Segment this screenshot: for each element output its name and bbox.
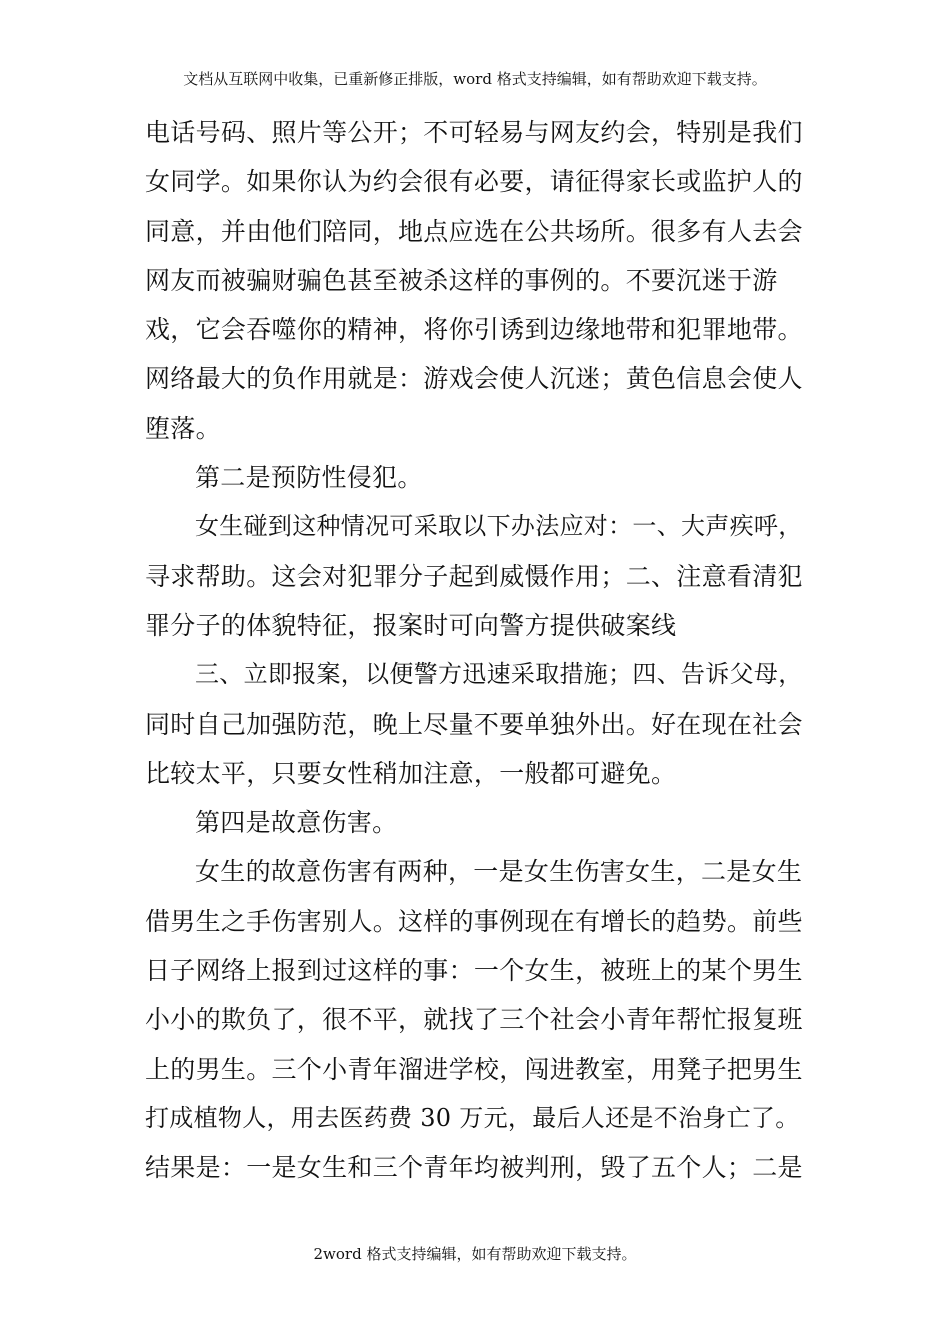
text-line: 三、立即报案，以便警方迅速采取措施；四、告诉父母， — [195, 660, 803, 689]
text-line: 打成植物人，用去医药费 30 万元，最后人还是不治身亡了。 — [145, 1103, 800, 1132]
text-line: 网络最大的负作用就是：游戏会使人沉迷；黄色信息会使人 — [145, 364, 803, 394]
text-line: 比较太平，只要女性稍加注意，一般都可避免。 — [145, 758, 677, 788]
text-line: 借男生之手伤害别人。这样的事例现在有增长的趋势。前些 — [145, 906, 803, 936]
text-line: 女生碰到这种情况可采取以下办法应对：一、大声疾呼， — [195, 512, 803, 541]
text-line: 堕落。 — [145, 413, 221, 443]
text-line: 女同学。如果你认为约会很有必要，请征得家长或监护人的 — [145, 167, 803, 197]
text-line: 小小的欺负了，很不平，就找了三个社会小青年帮忙报复班 — [145, 1005, 803, 1035]
text-line: 女生的故意伤害有两种，一是女生伤害女生，二是女生 — [195, 857, 803, 887]
text-line: 结果是：一是女生和三个青年均被判刑，毁了五个人；二是 — [145, 1153, 803, 1183]
text-line: 罪分子的体貌特征，报案时可向警方提供破案线 — [145, 610, 677, 640]
text-line: 电话号码、照片等公开；不可轻易与网友约会，特别是我们 — [145, 118, 803, 147]
text-line: 同时自己加强防范，晚上尽量不要单独外出。好在现在社会 — [145, 709, 803, 739]
text-line: 寻求帮助。这会对犯罪分子起到威慑作用；二、注意看清犯 — [145, 561, 803, 591]
document-body — [145, 108, 809, 1193]
page-header: 文档从互联网中收集，已重新修正排版，word 格式支持编辑，如有帮助欢迎下载支持。 — [183, 70, 767, 88]
text-line: 日子网络上报到过这样的事：一个女生，被班上的某个男生 — [145, 956, 803, 986]
page-footer: 2word 格式支持编辑，如有帮助欢迎下载支持。 — [313, 1245, 637, 1263]
section-heading: 第四是故意伤害。 — [195, 808, 398, 838]
section-heading: 第二是预防性侵犯。 — [195, 463, 423, 493]
text-line: 同意，并由他们陪同，地点应选在公共场所。很多有人去会 — [145, 216, 803, 246]
text-line: 网友而被骗财骗色甚至被杀这样的事例的。不要沉迷于游 — [145, 265, 778, 295]
text-line: 上的男生。三个小青年溜进学校，闯进教室，用凳子把男生 — [145, 1054, 803, 1084]
text-line: 戏，它会吞噬你的精神，将你引诱到边缘地带和犯罪地带。 — [145, 315, 803, 345]
